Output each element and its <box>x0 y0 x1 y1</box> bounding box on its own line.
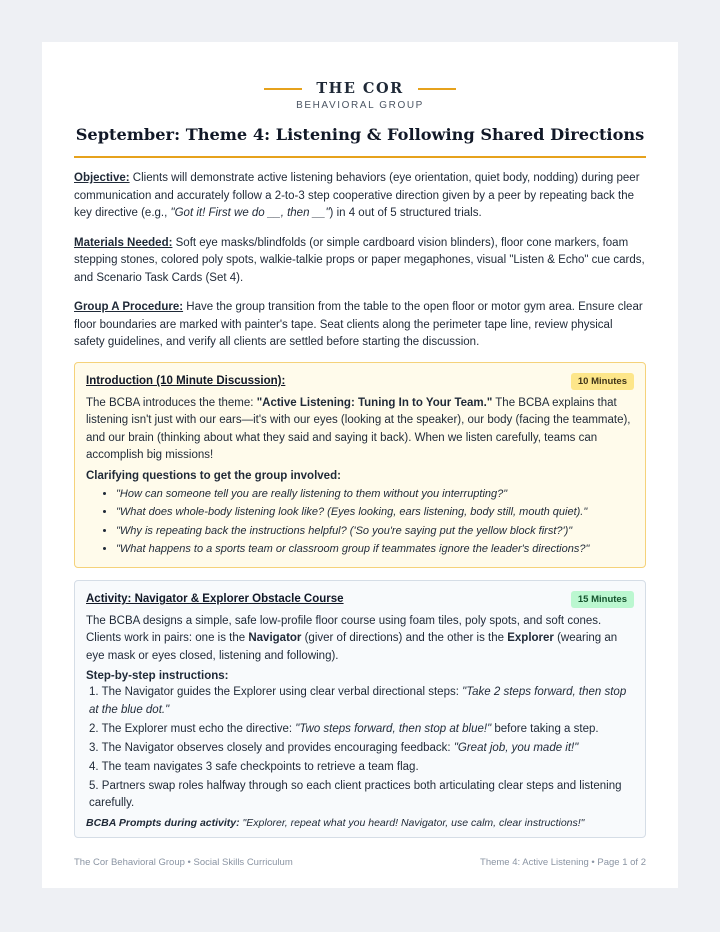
step-quote: "Two steps forward, then stop at blue!" <box>295 722 492 735</box>
activity-text-e: (wearing an eye mask or eyes closed, listening and following). <box>86 632 618 662</box>
objective-text-end: ) in 4 out of 5 structured trials. <box>329 207 482 219</box>
list-item <box>89 721 634 739</box>
objective-text: Clients will demonstrate active listening behaviors (eye orientation, quiet body, nodding) during peer communication and accurately follow a 2-to-3 step cooperative direction given by a peer by repeating back the key directive (e.g., <box>74 172 640 219</box>
procedure-label: Group A Procedure: <box>74 301 184 313</box>
step-number: 5. <box>89 779 99 792</box>
brand-subtitle: BEHAVIORAL GROUP <box>296 100 424 111</box>
step-number: 2. <box>89 722 99 735</box>
page-title: September: Theme 4: Listening & Following Shared Directions <box>74 125 646 158</box>
step-number: 4. <box>89 760 99 773</box>
intro-text-a: The BCBA introduces the theme: <box>86 396 257 409</box>
step-text-end: before taking a step. <box>491 722 599 735</box>
brand-rule-right <box>418 88 456 90</box>
page-footer <box>74 857 646 868</box>
list-item: • "What happens to a sports team or classroom group if teammates ignore the leader's directions?" <box>116 540 634 559</box>
list-item <box>89 740 634 758</box>
step-text: The Explorer must echo the directive: <box>98 722 296 735</box>
brand-name: THE COR <box>316 80 404 97</box>
list-item <box>89 778 634 813</box>
bcba-prompts <box>86 817 634 829</box>
step-quote: "Great job, you made it!" <box>453 741 579 754</box>
list-item: • "How can someone tell you are really listening to them without you interrupting?" <box>116 485 634 504</box>
activity-text <box>86 613 634 666</box>
intro-theme: "Active Listening: Tuning In to Your Team." <box>256 396 493 409</box>
materials-section <box>74 235 646 288</box>
footer-right: Theme 4: Active Listening • Page 1 of 2 <box>480 857 646 868</box>
objective-section <box>74 170 646 223</box>
questions-heading: Clarifying questions to get the group involved: <box>86 469 341 482</box>
activity-text-a: The BCBA designs a simple, safe low-profile floor course using foam tiles, poly spots, and soft cones. Clients work in pairs: one is the <box>86 614 602 645</box>
step-number: 3. <box>89 741 99 754</box>
navigator-term: Navigator <box>248 632 302 645</box>
duration-badge: 15 Minutes <box>571 591 634 608</box>
step-number: 1. <box>89 686 99 699</box>
prompt-label: BCBA Prompts during activity: <box>86 816 240 829</box>
activity-text-c: (giver of directions) and the other is the <box>301 632 508 645</box>
activity-title: Activity: Navigator & Explorer Obstacle Course <box>86 593 344 606</box>
list-item <box>89 759 634 777</box>
steps-heading: Step-by-step instructions: <box>86 670 229 683</box>
procedure-text: Have the group transition from the table to the open floor or motor gym area. Ensure clear floor boundaries are marked with painter's tape. Seat clients along the perimeter tape line, review physical safety guidelines, and verify all clients are settled before starting the discussion. <box>74 301 643 348</box>
footer-left: The Cor Behavioral Group • Social Skills Curriculum <box>74 857 293 868</box>
objective-quote: "Got it! First we do __, then __" <box>170 207 330 219</box>
steps-list <box>86 684 634 813</box>
list-item: • "Why is repeating back the instructions helpful? ('So you're saying put the yellow block first?')" <box>116 522 634 541</box>
intro-text-c: The BCBA explains that listening isn't just with our ears—it's with our eyes (looking at the speaker), our body (facing the teammate), and our brain (thinking about what they said and saying it back). When we listen carefully, teams can accomplish big missions! <box>86 396 631 461</box>
list-item: • "What does whole-body listening look like? (Eyes looking, ears listening, body still, mouth quiet)." <box>116 503 634 522</box>
step-text: Partners swap roles halfway through so each client practices both articulating clear steps and listening carefully. <box>89 779 622 810</box>
duration-badge: 10 Minutes <box>571 373 634 390</box>
introduction-text <box>86 395 634 465</box>
procedure-section <box>74 299 646 352</box>
document-page <box>42 42 678 888</box>
brand-header <box>74 80 646 111</box>
materials-text: Soft eye masks/blindfolds (or simple cardboard vision blinders), floor cone markers, foam stepping stones, colored poly spots, walkie-talkie props or paper megaphones, visual "Listen & Echo" cue cards, and Scenario Task Cards (Set 4). <box>74 236 645 284</box>
step-text: The team navigates 3 safe checkpoints to retrieve a team flag. <box>98 760 419 773</box>
brand-rule-left <box>264 88 302 90</box>
questions-list <box>86 485 634 559</box>
introduction-title: Introduction (10 Minute Discussion): <box>86 375 286 387</box>
step-text: The Navigator guides the Explorer using clear verbal directional steps: <box>98 686 463 699</box>
prompt-text: "Explorer, repeat what you heard! Navigator, use calm, clear instructions!" <box>239 816 585 829</box>
introduction-box <box>74 362 646 568</box>
objective-label: Objective: <box>74 172 130 184</box>
list-item <box>89 684 634 719</box>
step-quote: "Take 2 steps forward, then stop at the blue dot." <box>89 686 627 716</box>
explorer-term: Explorer <box>507 632 554 645</box>
materials-label: Materials Needed: <box>74 236 173 249</box>
activity-box <box>74 580 646 838</box>
step-text: The Navigator observes closely and provides encouraging feedback: <box>98 741 454 754</box>
